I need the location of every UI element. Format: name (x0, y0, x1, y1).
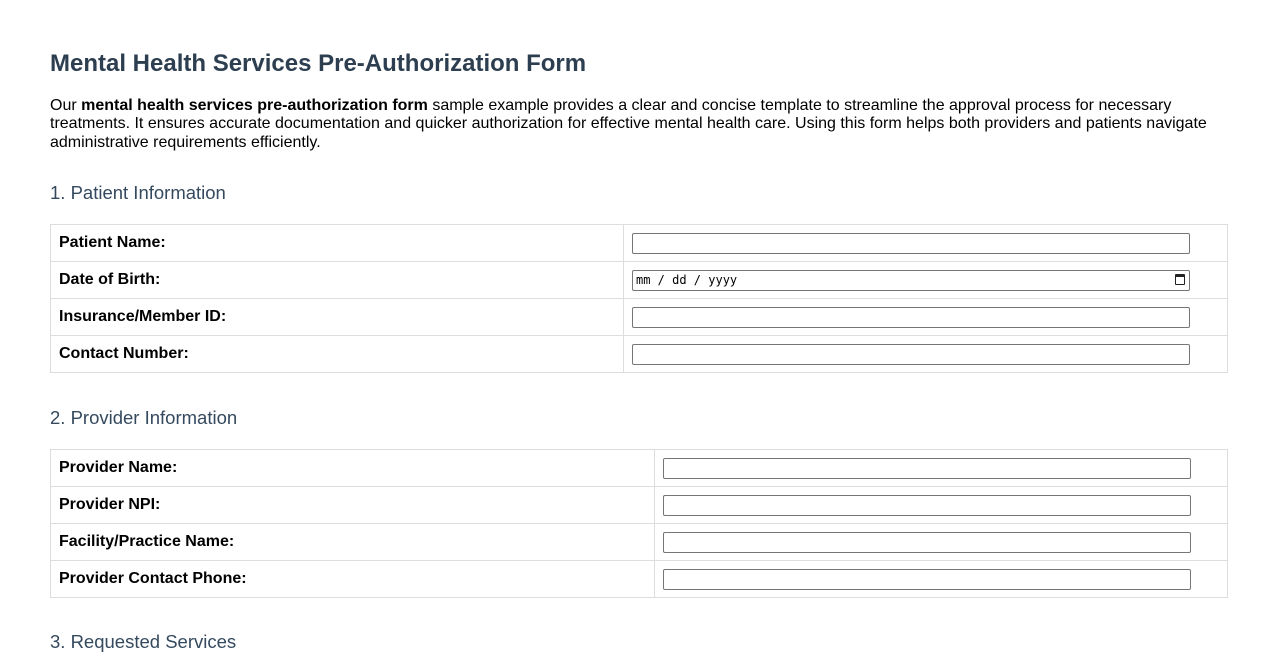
intro-suffix: sample example provides a clear and concise template to streamline the approval process for necessary treatments. It ensures accurate documentation and quicker authorization for effective mental health care. Using this form helps both providers and patients navigate administrative requirements efficiently. (50, 97, 1207, 151)
provider-contact-phone-label: Provider Contact Phone: (51, 561, 655, 598)
table-row (51, 524, 1228, 561)
date-of-birth-label: Date of Birth: (51, 262, 624, 299)
table-row (51, 561, 1228, 598)
section-title-provider-information: 2. Provider Information (50, 407, 238, 428)
patient-information-table (50, 224, 1228, 373)
provider-name-label: Provider Name: (51, 450, 655, 487)
contact-number-input[interactable] (632, 344, 1190, 365)
provider-information-table (50, 449, 1228, 598)
table-row (51, 262, 1228, 299)
section-title-patient-information: 1. Patient Information (50, 182, 226, 203)
date-placeholder: mm / dd / yyyy (636, 272, 738, 287)
contact-number-label: Contact Number: (51, 336, 624, 373)
date-of-birth-input[interactable] (632, 270, 1190, 291)
table-row (51, 336, 1228, 373)
table-row (51, 299, 1228, 336)
provider-npi-input[interactable] (663, 495, 1191, 516)
patient-name-label: Patient Name: (51, 225, 624, 262)
intro-prefix: Our (50, 97, 82, 114)
page-title: Mental Health Services Pre-Authorization Form (50, 50, 587, 77)
table-row (51, 225, 1228, 262)
table-row (51, 450, 1228, 487)
insurance-member-id-input[interactable] (632, 307, 1190, 328)
calendar-icon[interactable] (1175, 274, 1185, 285)
patient-name-input[interactable] (632, 233, 1190, 254)
provider-name-input[interactable] (663, 458, 1191, 479)
table-row (51, 487, 1228, 524)
intro-bold-phrase: mental health services pre-authorization form (81, 97, 428, 114)
provider-npi-label: Provider NPI: (51, 487, 655, 524)
provider-contact-phone-input[interactable] (663, 569, 1191, 590)
section-title-requested-services: 3. Requested Services (50, 631, 237, 652)
facility-practice-name-label: Facility/Practice Name: (51, 524, 655, 561)
facility-practice-name-input[interactable] (663, 532, 1191, 553)
intro-paragraph (50, 97, 1228, 152)
insurance-member-id-label: Insurance/Member ID: (51, 299, 624, 336)
